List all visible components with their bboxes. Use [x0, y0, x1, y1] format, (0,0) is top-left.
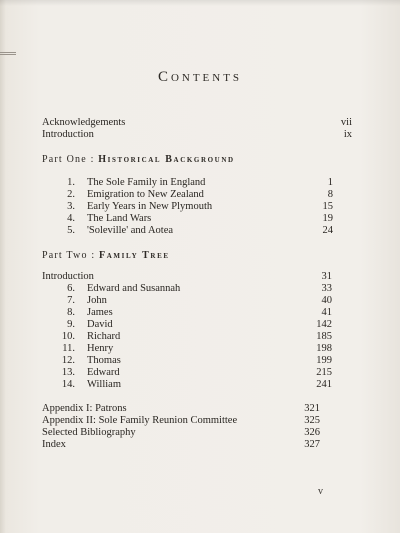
chapter-page: 40	[321, 295, 332, 306]
chapter-number: 12.	[61, 355, 75, 366]
page-folio: v	[318, 486, 323, 497]
margin-mark	[0, 52, 16, 56]
chapter-number: 1.	[67, 177, 75, 188]
chapter-number: 3.	[67, 201, 75, 212]
chapter-title: Henry	[87, 343, 114, 354]
index-entry-page: 327	[304, 439, 320, 450]
appendix-patrons: Appendix I: Patrons	[42, 403, 127, 414]
chapter-title: Edward and Susannah	[87, 283, 181, 294]
chapter-title: Emigration to New Zealand	[87, 189, 204, 200]
chapter-title: Early Years in New Plymouth	[87, 201, 213, 212]
part-two-heading	[42, 250, 170, 261]
chapter-number: 5.	[67, 225, 75, 236]
toc-entry-introduction: Introduction	[42, 129, 94, 140]
chapter-title: William	[87, 379, 121, 390]
chapter-page: 33	[321, 283, 332, 294]
chapter-page: 8	[327, 189, 333, 200]
chapter-number: 14.	[61, 379, 75, 390]
chapter-number: 8.	[67, 307, 75, 318]
chapter-number: 11.	[62, 343, 75, 354]
chapter-number: 6.	[67, 283, 75, 294]
chapter-title: 'Soleville' and Aotea	[87, 225, 174, 236]
chapter-number: 9.	[67, 319, 75, 330]
page-shadow	[0, 0, 400, 6]
chapter-page: 215	[316, 367, 332, 378]
chapter-page: 19	[322, 213, 333, 224]
chapter-page: 24	[322, 225, 333, 236]
chapter-page: 185	[316, 331, 332, 342]
toc-page-acknowledgements: vii	[340, 117, 352, 128]
chapter-page: 199	[316, 355, 332, 366]
chapter-page: 41	[321, 307, 332, 318]
chapter-page: 15	[322, 201, 333, 212]
chapter-number: 7.	[67, 295, 75, 306]
part-two-title: Family Tree	[99, 250, 170, 261]
chapter-number: 4.	[67, 213, 75, 224]
chapter-number: 13.	[61, 367, 75, 378]
chapter-page: 142	[316, 319, 332, 330]
chapter-title: James	[87, 307, 113, 318]
part-one-prefix: Part One :	[42, 154, 95, 165]
part-two-introduction: Introduction	[42, 271, 94, 282]
chapter-number: 2.	[67, 189, 75, 200]
chapter-title: John	[87, 295, 107, 306]
chapter-page: 1	[327, 177, 333, 188]
chapter-title: Richard	[87, 331, 121, 342]
toc-entry-acknowledgements: Acknowledgements	[42, 117, 126, 128]
chapter-page: 241	[316, 379, 332, 390]
selected-bibliography: Selected Bibliography	[42, 427, 136, 438]
chapter-title: The Sole Family in England	[87, 177, 206, 188]
chapter-number: 10.	[61, 331, 75, 342]
chapter-title: Edward	[87, 367, 120, 378]
chapter-page: 198	[316, 343, 332, 354]
part-two-introduction-page: 31	[321, 271, 332, 282]
appendix-committee-page: 325	[304, 415, 320, 426]
chapter-title: The Land Wars	[87, 213, 152, 224]
part-one-heading	[42, 154, 235, 165]
part-one-title: Historical Background	[98, 154, 235, 165]
index-entry: Index	[42, 439, 66, 450]
selected-bibliography-page: 326	[304, 427, 320, 438]
appendix-committee: Appendix II: Sole Family Reunion Committee	[42, 415, 238, 426]
chapter-title: David	[87, 319, 113, 330]
chapter-title: Thomas	[87, 355, 121, 366]
part-two-prefix: Part Two :	[42, 250, 96, 261]
appendix-patrons-page: 321	[304, 403, 320, 414]
toc-page-introduction: ix	[343, 129, 352, 140]
contents-title: Contents	[157, 69, 243, 85]
